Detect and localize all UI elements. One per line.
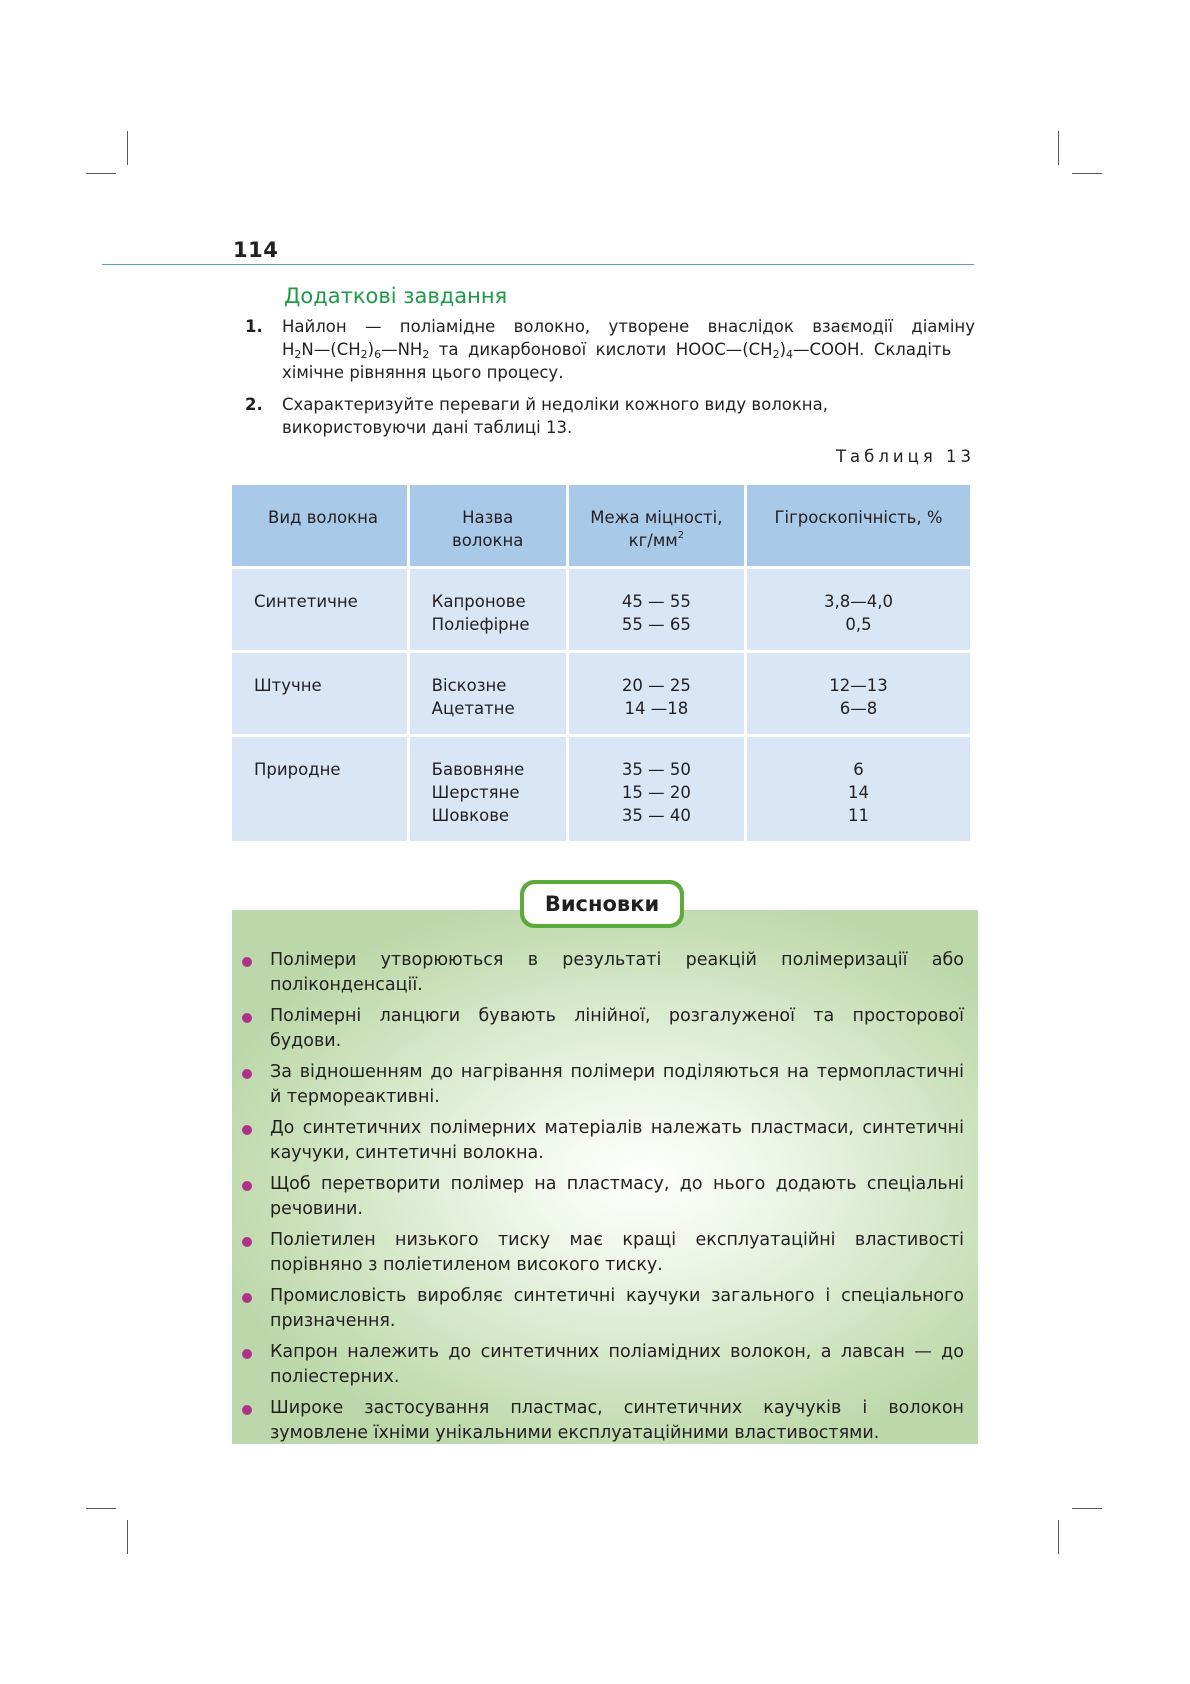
header-hygroscopicity	[747, 485, 970, 566]
word: —	[364, 317, 382, 336]
word: волокно,	[513, 317, 591, 336]
crop-mark	[127, 131, 128, 165]
cell-hygro	[747, 737, 970, 841]
formula-line	[282, 338, 975, 361]
list-item-text: Поліетилен низького тиску має кращі експлуатаційні властивості порівняно з поліетиленом високого тиску.	[270, 1230, 964, 1275]
cell-value: 0,5	[845, 615, 872, 634]
table-row	[232, 569, 970, 650]
cell-type: Природне	[232, 737, 407, 841]
bullet-icon	[242, 1013, 252, 1023]
list-item	[240, 1228, 964, 1278]
bullet-icon	[242, 1293, 252, 1303]
conclusions-title: Висновки	[524, 884, 680, 924]
header-fibre-type	[232, 485, 407, 566]
cell-type: Штучне	[232, 653, 407, 734]
list-item	[240, 1060, 964, 1110]
list-item-text: Широке застосування пластмас, синтетичних каучуків і волокон зумовлене їхніми унікальними експлуатаційними властивостями.	[270, 1398, 964, 1443]
header-fibre-name	[410, 485, 566, 566]
cell-names	[410, 653, 566, 734]
list-item-text: Капрон належить до синтетичних поліамідних волокон, а лавсан — до поліестерних.	[270, 1342, 964, 1387]
word: Найлон	[282, 317, 347, 336]
bullet-icon	[242, 1237, 252, 1247]
list-item-text: Щоб перетворити полімер на пластмасу, до нього додають спеціальні речовини.	[270, 1174, 964, 1219]
task-number: 1.	[245, 317, 263, 336]
table-row	[232, 653, 970, 734]
task-number: 2.	[245, 395, 263, 414]
cell-value: Шерстяне	[431, 783, 520, 802]
task-text	[282, 315, 975, 384]
word: поліамідне	[399, 317, 496, 336]
cell-value: Шовкове	[431, 806, 510, 825]
header-strength	[569, 485, 744, 566]
subscript: 6	[374, 348, 382, 361]
list-item	[240, 948, 964, 998]
cell-value: Поліефірне	[431, 615, 530, 634]
page-number: 114	[233, 238, 279, 262]
formula-part: та дикарбонової кислоти HOOC—(CH	[429, 340, 773, 359]
list-item	[240, 1004, 964, 1054]
crop-mark	[86, 173, 116, 174]
cell-names	[410, 737, 566, 841]
subscript: 2	[772, 348, 780, 361]
formula-part: —COOH. Складіть	[793, 340, 952, 359]
header-label: Назва	[462, 508, 514, 527]
word: діаміну	[911, 317, 975, 336]
fibre-properties-table	[229, 482, 973, 844]
crop-mark	[1058, 131, 1059, 165]
task-text: Схарактеризуйте переваги й недоліки кожного виду волокна, використовуючи дані таблиці 13.	[282, 395, 828, 437]
additional-tasks-title: Додаткові завдання	[284, 284, 508, 308]
conclusions-badge	[520, 880, 684, 928]
cell-strength	[569, 653, 744, 734]
cell-value: Капронове	[431, 592, 526, 611]
bullet-icon	[242, 1349, 252, 1359]
crop-mark	[127, 1520, 128, 1554]
formula-part: N—(CH	[301, 340, 361, 359]
list-item-text: До синтетичних полімерних матеріалів належать пластмаси, синтетичні каучуки, синтетичні волокна.	[270, 1118, 964, 1163]
list-item	[240, 1172, 964, 1222]
cell-strength	[569, 737, 744, 841]
subscript: 2	[360, 348, 368, 361]
list-item-text: За відношенням до нагрівання полімери поділяються на термопластичні й термореактивні.	[270, 1062, 964, 1107]
list-item	[240, 1284, 964, 1334]
task-1	[245, 315, 975, 384]
formula-part: —NH	[381, 340, 423, 359]
cell-value: 35 — 40	[621, 806, 691, 825]
list-item	[240, 1396, 964, 1446]
task-line: хімічне рівняння цього процесу.	[282, 363, 564, 382]
list-item-text: Промисловість виробляє синтетичні каучуки загального і спеціального призначення.	[270, 1286, 964, 1331]
header-label: кг/мм	[628, 531, 678, 550]
crop-mark	[1058, 1520, 1059, 1554]
bullet-icon	[242, 1181, 252, 1191]
cell-value: 14 —18	[624, 699, 689, 718]
cell-value: 55 — 65	[621, 615, 691, 634]
cell-value: 6	[853, 760, 864, 779]
cell-hygro	[747, 653, 970, 734]
cell-value: 14	[848, 783, 870, 802]
cell-type: Синтетичне	[232, 569, 407, 650]
cell-value: 15 — 20	[621, 783, 691, 802]
crop-mark	[1072, 173, 1102, 174]
bullet-icon	[242, 1069, 252, 1079]
bullet-icon	[242, 1405, 252, 1415]
subscript: 2	[294, 348, 302, 361]
formula-part: H	[282, 340, 295, 359]
table-header-row	[232, 485, 970, 566]
cell-value: 11	[848, 806, 870, 825]
table-caption: Таблиця 13	[835, 447, 975, 466]
cell-value: 12—13	[829, 676, 888, 695]
list-item	[240, 1340, 964, 1390]
task-line	[282, 315, 975, 338]
header-label: Вид волокна	[268, 508, 379, 527]
cell-value: 20 — 25	[621, 676, 691, 695]
crop-mark	[86, 1508, 116, 1509]
cell-strength	[569, 569, 744, 650]
cell-value: 45 — 55	[621, 592, 691, 611]
subscript: 4	[786, 348, 794, 361]
list-item-text: Полімерні ланцюги бувають лінійної, розгалуженої та просторової будови.	[270, 1006, 964, 1051]
subscript: 2	[422, 348, 430, 361]
cell-value: 6—8	[839, 699, 878, 718]
cell-value: 3,8—4,0	[824, 592, 893, 611]
cell-value: Бавовняне	[431, 760, 525, 779]
crop-mark	[1072, 1508, 1102, 1509]
superscript: 2	[677, 530, 685, 541]
cell-value: Віскозне	[431, 676, 507, 695]
word: взаємодії	[812, 317, 893, 336]
header-rule	[102, 264, 974, 265]
list-item-text: Полімери утворюються в результаті реакцій полімеризації або поліконденсації.	[270, 950, 964, 995]
cell-value: Ацетатне	[431, 699, 515, 718]
word: утворене	[608, 317, 690, 336]
header-label: Гігроскопічність, %	[774, 508, 943, 527]
cell-names	[410, 569, 566, 650]
bullet-icon	[242, 1125, 252, 1135]
table-row	[232, 737, 970, 841]
header-label: Межа міцності,	[590, 508, 723, 527]
formula-part: )	[367, 340, 375, 359]
bullet-icon	[242, 957, 252, 967]
word: внаслідок	[707, 317, 794, 336]
formula-part: )	[779, 340, 787, 359]
header-label: волокна	[452, 531, 524, 550]
conclusions-list	[240, 948, 964, 1452]
task-2	[245, 393, 975, 439]
cell-value: 35 — 50	[621, 760, 691, 779]
list-item	[240, 1116, 964, 1166]
cell-hygro	[747, 569, 970, 650]
